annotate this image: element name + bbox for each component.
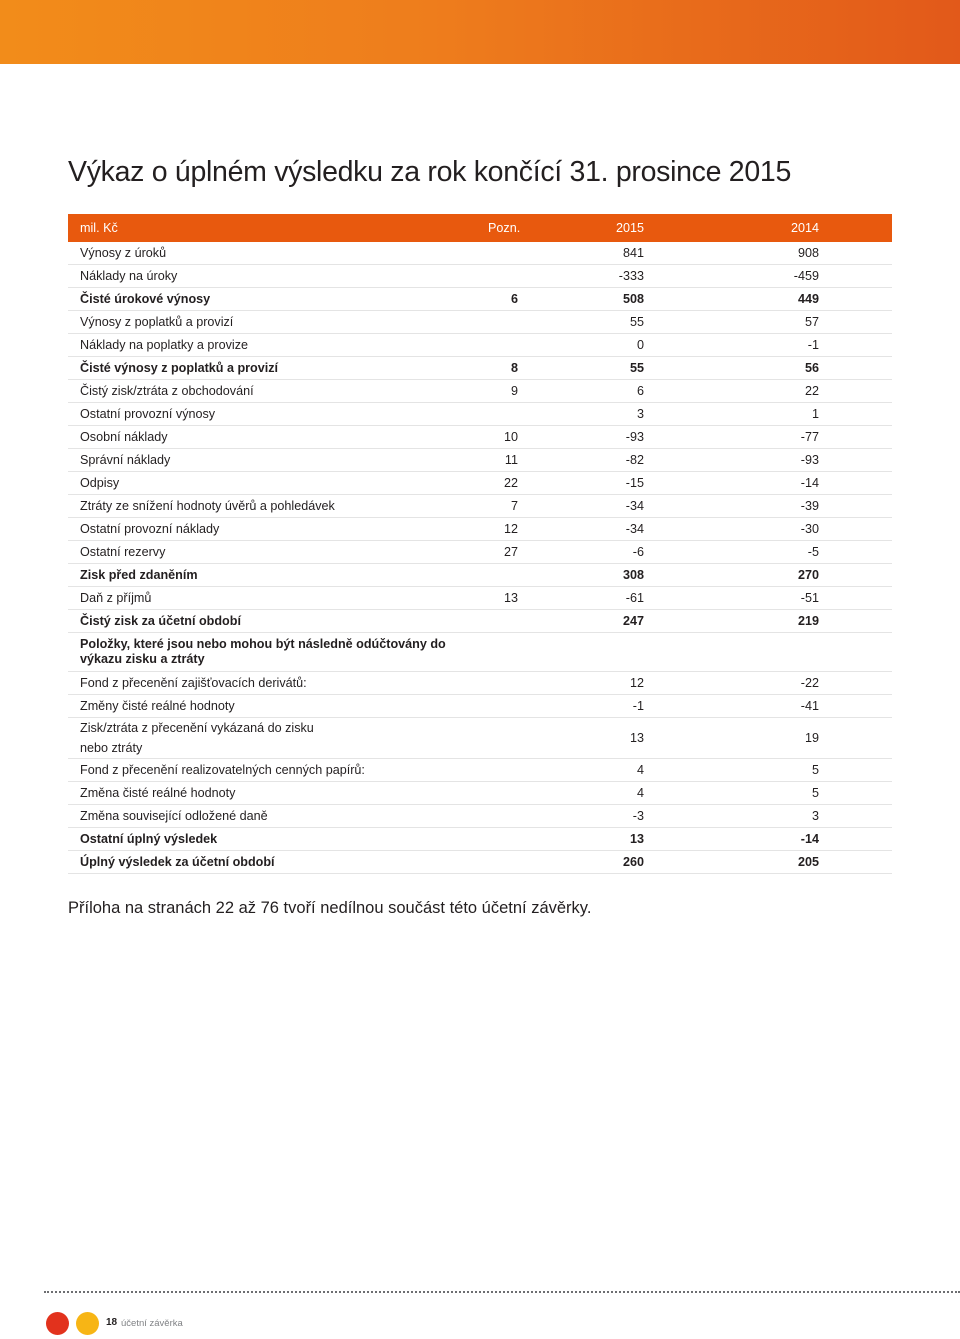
row-label: Ostatní provozní výnosy (68, 403, 488, 426)
top-color-band (0, 0, 960, 64)
table-row (68, 782, 892, 805)
row-note (488, 265, 520, 288)
row-value-2015: 3 (520, 403, 644, 426)
page-number: 18 (106, 1317, 118, 1328)
row-label: Zisk před zdaněním (68, 564, 488, 587)
row-value-2015: -15 (520, 472, 644, 495)
row-value-2014: -1 (644, 334, 819, 357)
row-note (488, 695, 520, 718)
footer-section-label: účetní závěrka (121, 1318, 183, 1329)
row-note: 11 (488, 449, 520, 472)
row-note (488, 828, 520, 851)
table-row (68, 541, 892, 564)
row-label: Fond z přecenění zajišťovacích derivátů: (68, 672, 488, 695)
row-label: Změna čisté reálné hodnoty (68, 782, 488, 805)
row-value-2015: -61 (520, 587, 644, 610)
row-value-2014: -41 (644, 695, 819, 718)
row-label: Výnosy z poplatků a provizí (68, 311, 488, 334)
row-label: Úplný výsledek za účetní období (68, 851, 488, 874)
row-note: 6 (488, 288, 520, 311)
row-note (488, 610, 520, 633)
row-value-2014: 56 (644, 357, 819, 380)
table-row (68, 518, 892, 541)
column-header-spacer (819, 214, 892, 242)
row-label: Ostatní úplný výsledek (68, 828, 488, 851)
row-note: 27 (488, 541, 520, 564)
row-value-2015: 0 (520, 334, 644, 357)
row-label: Čistý zisk/ztráta z obchodování (68, 380, 488, 403)
row-value-2014: 5 (644, 759, 819, 782)
row-label: Čisté úrokové výnosy (68, 288, 488, 311)
row-label: Změna související odložené daně (68, 805, 488, 828)
row-value-2014: 908 (644, 242, 819, 265)
table-row (68, 242, 892, 265)
table-row (68, 851, 892, 874)
row-value-2015: 13 (520, 828, 644, 851)
row-value-2014: -22 (644, 672, 819, 695)
footnote: Příloha na stranách 22 až 76 tvoří nedílnou součást této účetní závěrky. (68, 899, 592, 917)
table-section-row (68, 633, 892, 672)
row-note (488, 334, 520, 357)
row-value-2015: -82 (520, 449, 644, 472)
row-value-2014: 3 (644, 805, 819, 828)
row-value-2015: 4 (520, 759, 644, 782)
row-label: Fond z přecenění realizovatelných cenných papírů: (68, 759, 488, 782)
row-label: Zisk/ztráta z přecenění vykázaná do zisku nebo ztráty (68, 718, 488, 759)
row-value-2014: 449 (644, 288, 819, 311)
table-row (68, 426, 892, 449)
row-note (488, 403, 520, 426)
row-value-2014: 19 (644, 718, 819, 759)
table-row (68, 564, 892, 587)
footer-divider (44, 1291, 960, 1293)
row-value-2014: -77 (644, 426, 819, 449)
page-title: Výkaz o úplném výsledku za rok končící 31. prosince 2015 (68, 156, 792, 188)
row-value-2014: -30 (644, 518, 819, 541)
row-note (488, 311, 520, 334)
row-label: Náklady na poplatky a provize (68, 334, 488, 357)
table-row (68, 288, 892, 311)
row-label: Správní náklady (68, 449, 488, 472)
row-note (488, 851, 520, 874)
row-label: Ztráty ze snížení hodnoty úvěrů a pohledávek (68, 495, 488, 518)
row-value-2015: 4 (520, 782, 644, 805)
row-value-2015: 6 (520, 380, 644, 403)
column-header-label: mil. Kč (68, 214, 488, 242)
row-value-2014 (644, 633, 819, 672)
column-header-note: Pozn. (488, 214, 520, 242)
row-value-2014: 5 (644, 782, 819, 805)
table-row (68, 672, 892, 695)
table-row (68, 311, 892, 334)
row-value-2015: 260 (520, 851, 644, 874)
row-note (488, 564, 520, 587)
row-value-2015: 247 (520, 610, 644, 633)
row-value-2015: -1 (520, 695, 644, 718)
row-value-2014: 22 (644, 380, 819, 403)
row-note: 7 (488, 495, 520, 518)
table-row (68, 805, 892, 828)
row-label: Ostatní rezervy (68, 541, 488, 564)
table-row (68, 449, 892, 472)
row-value-2014: -14 (644, 472, 819, 495)
table-row (68, 718, 892, 759)
row-note (488, 805, 520, 828)
row-value-2015: -34 (520, 518, 644, 541)
row-value-2015: 508 (520, 288, 644, 311)
row-value-2014: 1 (644, 403, 819, 426)
row-label: Daň z příjmů (68, 587, 488, 610)
row-note: 10 (488, 426, 520, 449)
row-value-2014: -14 (644, 828, 819, 851)
row-label: Odpisy (68, 472, 488, 495)
row-value-2015: 55 (520, 357, 644, 380)
row-value-2014: -5 (644, 541, 819, 564)
row-label: Čistý zisk za účetní období (68, 610, 488, 633)
row-note: 12 (488, 518, 520, 541)
row-note (488, 242, 520, 265)
row-label: Náklady na úroky (68, 265, 488, 288)
table-row (68, 828, 892, 851)
row-value-2015: 13 (520, 718, 644, 759)
yellow-dot-ornament (76, 1312, 99, 1335)
row-value-2015: 55 (520, 311, 644, 334)
row-label: Výnosy z úroků (68, 242, 488, 265)
table-row (68, 472, 892, 495)
row-note (488, 759, 520, 782)
table-row (68, 695, 892, 718)
income-statement-table (68, 214, 892, 874)
row-label: Osobní náklady (68, 426, 488, 449)
row-note (488, 782, 520, 805)
row-value-2014: -39 (644, 495, 819, 518)
row-value-2015 (520, 633, 644, 672)
table-header-row (68, 214, 892, 242)
row-label: Změny čisté reálné hodnoty (68, 695, 488, 718)
row-note: 8 (488, 357, 520, 380)
row-value-2014: 219 (644, 610, 819, 633)
row-value-2015: 308 (520, 564, 644, 587)
table-row (68, 759, 892, 782)
table-row (68, 403, 892, 426)
column-header-2014: 2014 (644, 214, 819, 242)
table-row (68, 380, 892, 403)
row-value-2015: -333 (520, 265, 644, 288)
table-row (68, 334, 892, 357)
row-value-2014: -459 (644, 265, 819, 288)
row-label: Ostatní provozní náklady (68, 518, 488, 541)
row-value-2014: -93 (644, 449, 819, 472)
row-value-2015: -6 (520, 541, 644, 564)
column-header-2015: 2015 (520, 214, 644, 242)
section-label: Položky, které jsou nebo mohou být následně odúčtovány do výkazu zisku a ztráty (68, 633, 488, 672)
row-note: 13 (488, 587, 520, 610)
row-value-2015: -93 (520, 426, 644, 449)
table-row (68, 610, 892, 633)
row-label: Čisté výnosy z poplatků a provizí (68, 357, 488, 380)
row-note (488, 672, 520, 695)
row-note: 22 (488, 472, 520, 495)
row-value-2015: -34 (520, 495, 644, 518)
row-note: 9 (488, 380, 520, 403)
table-row (68, 357, 892, 380)
table-row (68, 495, 892, 518)
row-value-2014: 270 (644, 564, 819, 587)
row-value-2015: 12 (520, 672, 644, 695)
table-row (68, 587, 892, 610)
row-value-2014: 205 (644, 851, 819, 874)
row-value-2015: 841 (520, 242, 644, 265)
row-note (488, 718, 520, 759)
red-dot-ornament (46, 1312, 69, 1335)
table-row (68, 265, 892, 288)
row-value-2015: -3 (520, 805, 644, 828)
row-value-2014: 57 (644, 311, 819, 334)
row-note (488, 633, 520, 672)
row-value-2014: -51 (644, 587, 819, 610)
